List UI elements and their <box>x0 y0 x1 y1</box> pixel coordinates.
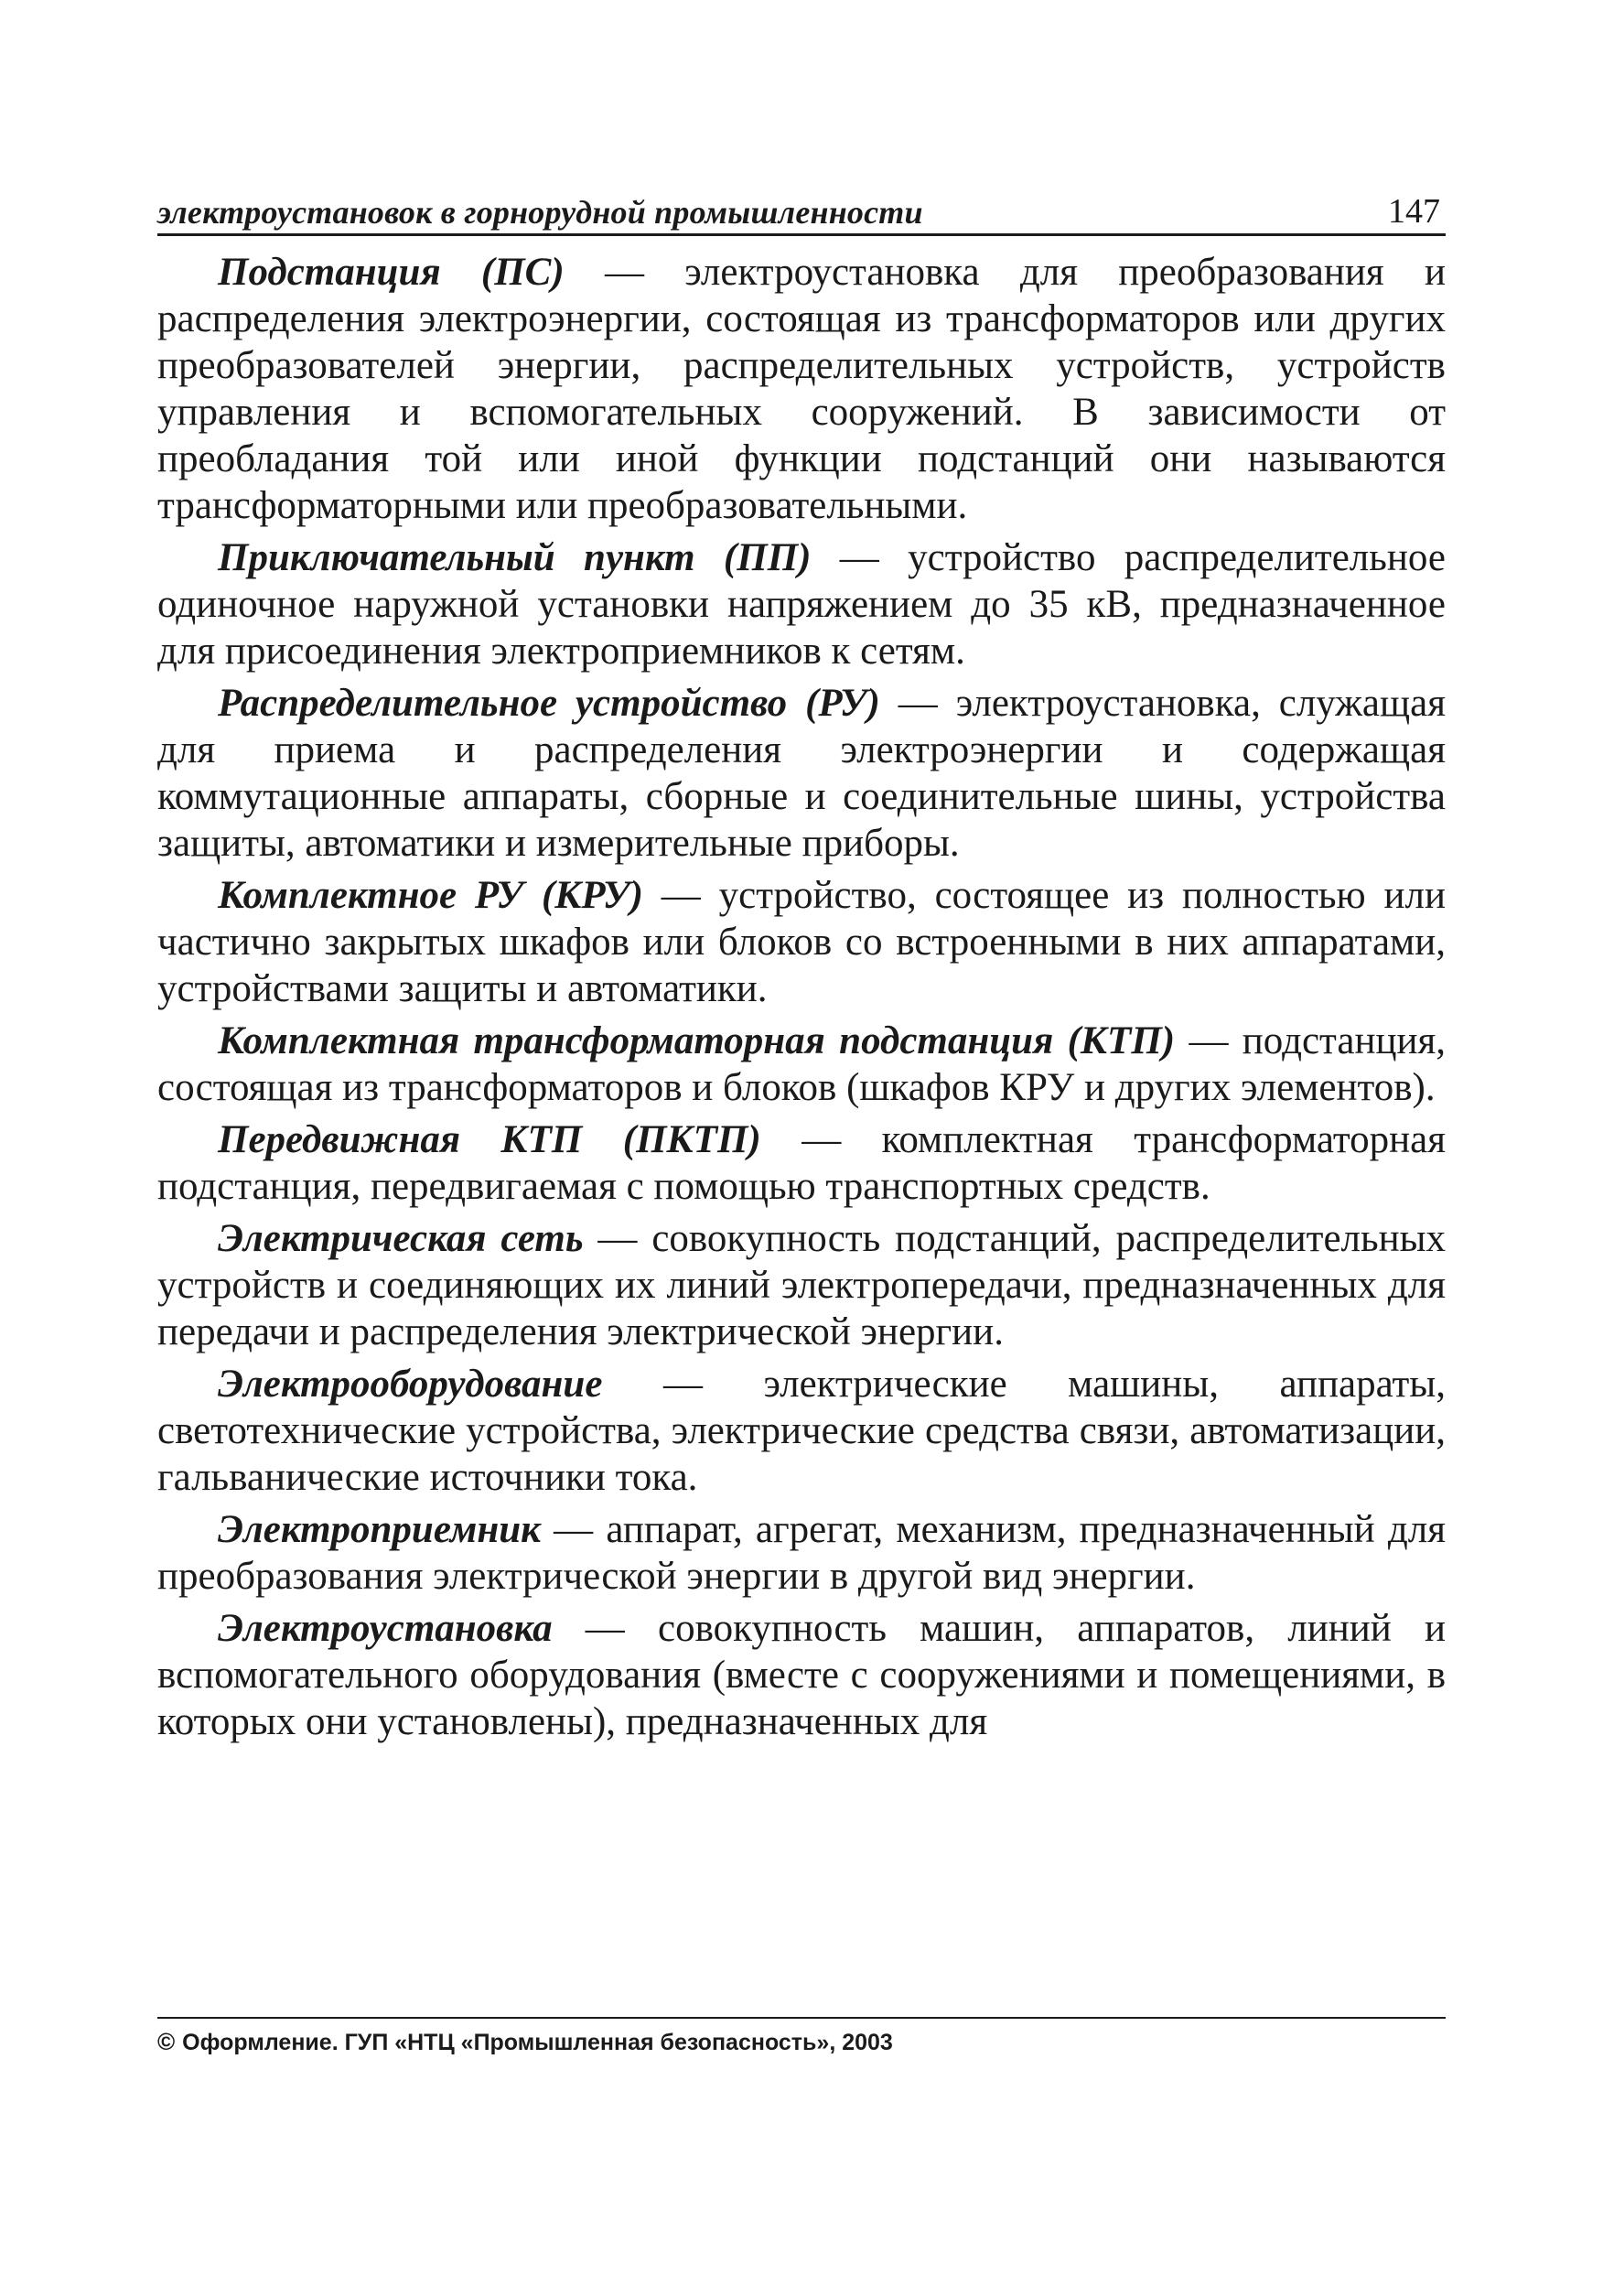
term: Распределительное устройство (РУ) <box>218 682 880 725</box>
running-title: электроустановок в горнорудной промышленности <box>157 194 923 231</box>
definition: — подстанция, состоящая из трансформаторов и блоков (шкафов КРУ и других элементов). <box>157 1019 1447 1109</box>
term: Электроустановка <box>218 1607 553 1650</box>
definition: — электрические машины, аппараты, светотехнические устройства, электрические средства связи, автоматизации, гальванические источники тока. <box>157 1363 1446 1499</box>
term: Комплектное РУ (КРУ) <box>218 874 643 917</box>
definition: — аппарат, агрегат, механизм, предназначенный для преобразования электрической энергии в другой вид энергии. <box>157 1508 1446 1598</box>
term: Комплектная трансформаторная подстанция (КТП) <box>218 1019 1176 1062</box>
glossary-entry-electrical-equipment <box>157 1361 1446 1501</box>
term: Передвижная КТП (ПКТП) <box>218 1118 761 1161</box>
term: Электрическая сеть <box>218 1217 584 1260</box>
glossary-entry-complete-switchgear <box>157 872 1446 1012</box>
glossary-body <box>157 249 1446 1751</box>
definition: — электроустановка, служащая для приема и распределения электроэнергии и содержащая коммутационные аппараты, сборные и соединительные шины, устройства защиты, автоматики и измерительные приборы. <box>157 682 1446 865</box>
copyright-footer <box>157 2017 1446 2056</box>
definition: — устройство распределительное одиночное наружной установки напряжением до 35 кВ, предназначенное для присоединения электроприемников к сетям. <box>157 536 1446 673</box>
definition: — устройство, состоящее из полностью или частично закрытых шкафов или блоков со встроенными в них аппаратами, устройствами защиты и автоматики. <box>157 874 1446 1010</box>
glossary-entry-switching-point <box>157 534 1446 674</box>
page-number: 147 <box>1388 192 1440 231</box>
copyright-text: Оформление. ГУП «НТЦ «Промышленная безопасность», 2003 <box>182 2030 893 2055</box>
definition: — совокупность машин, аппаратов, линий и вспомогательного оборудования (вместе с сооружениями и помещениями, в которых они установлены), предназначенных для <box>157 1607 1446 1743</box>
definition: — электроустановка для преобразования и распределения электроэнергии, состоящая из трансформаторов или других преобразователей энергии, распределительных устройств, устройств управления и вспомогательных сооружений. В зависимости от преобладания той или иной функции подстанций они называются трансформаторными или преобразовательными. <box>157 251 1446 527</box>
term: Приключательный пункт (ПП) <box>218 536 812 579</box>
term: Электроприемник <box>218 1508 541 1551</box>
glossary-entry-mobile-substation <box>157 1116 1446 1210</box>
definition: — комплектная трансформаторная подстанция, передвигаемая с помощью транспортных средств. <box>157 1118 1446 1208</box>
glossary-entry-electric-network <box>157 1215 1446 1355</box>
glossary-entry-switchgear <box>157 680 1446 867</box>
term: Подстанция (ПС) <box>218 251 565 294</box>
glossary-entry-power-consumer <box>157 1506 1446 1600</box>
term: Электрооборудование <box>218 1363 603 1406</box>
glossary-entry-substation <box>157 249 1446 529</box>
copyright-icon: © <box>157 2028 176 2055</box>
glossary-entry-electrical-installation <box>157 1605 1446 1745</box>
glossary-entry-package-substation <box>157 1018 1446 1111</box>
running-head <box>157 188 1446 236</box>
definition: — совокупность подстанций, распределительных устройств и соединяющих их линий электропередачи, предназначенных для передачи и распределения электрической энергии. <box>157 1217 1446 1353</box>
